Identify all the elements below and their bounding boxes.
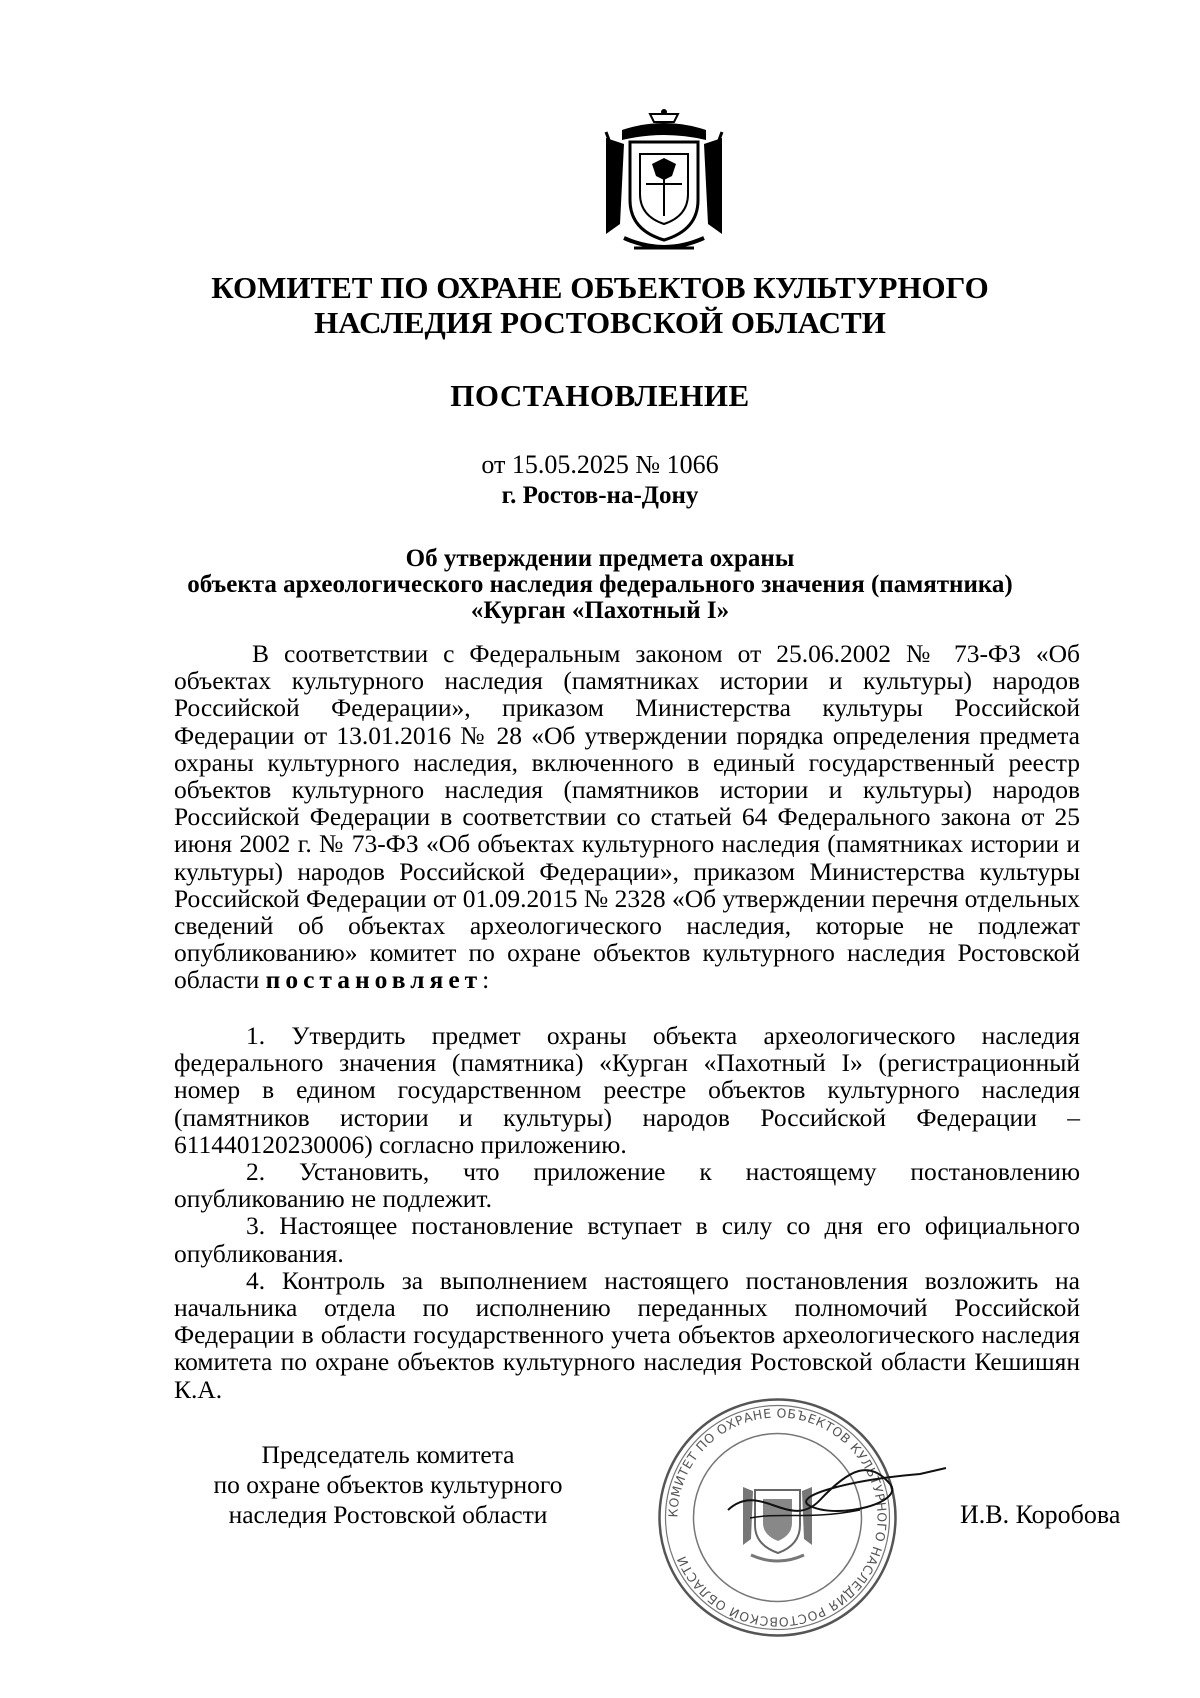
document-type: ПОСТАНОВЛЕНИЕ bbox=[450, 378, 750, 413]
title-line-2: объекта археологического наследия федерального значения (памятника) bbox=[187, 571, 1013, 598]
position-line-1: Председатель комитета bbox=[261, 1440, 515, 1469]
resolution-item-4: 4. Контроль за выполнением настоящего постановления возложить на начальника отдела по исполнению переданных полномочий Российской Федерации в области государственного учета объектов археологического наследия комитета по охране объектов культурного наследия Ростовской области Кешишян К.А. bbox=[174, 1265, 1080, 1404]
resolution-items bbox=[174, 1022, 1080, 1403]
title-line-3: «Курган «Пахотный I» bbox=[470, 597, 730, 624]
handwritten-signature-icon bbox=[720, 1440, 950, 1550]
signatory-name: И.В. Коробова bbox=[960, 1500, 1121, 1529]
date-number-line: от 15.05.2025 № 1066 bbox=[481, 450, 719, 479]
signatory-position bbox=[178, 1440, 598, 1530]
preamble-end: : bbox=[482, 965, 490, 995]
title-line-1: Об утверждении предмета охраны bbox=[405, 545, 795, 572]
resolution-item-3: 3. Настоящее постановление вступает в силу со дня его официального опубликования. bbox=[174, 1211, 1080, 1268]
agency-name bbox=[0, 270, 1200, 340]
seal-text: КОМИТЕТ ПО ОХРАНЕ ОБЪЕКТОВ КУЛЬТУРНОГО НАСЛЕДИЯ РОСТОВСКОЙ ОБЛАСТИ bbox=[665, 1405, 890, 1630]
city-line: г. Ростов-на-Дону bbox=[501, 482, 699, 509]
preamble-verb: постановляет bbox=[265, 965, 483, 995]
resolution-item-2: 2. Установить, что приложение к настоящему постановлению опубликованию не подлежит. bbox=[174, 1157, 1080, 1214]
agency-line-2: НАСЛЕДИЯ РОСТОВСКОЙ ОБЛАСТИ bbox=[314, 305, 886, 340]
preamble-paragraph bbox=[174, 640, 1080, 994]
position-line-2: по охране объектов культурного bbox=[213, 1470, 563, 1499]
agency-line-1: КОМИТЕТ ПО ОХРАНЕ ОБЪЕКТОВ КУЛЬТУРНОГО bbox=[211, 270, 989, 305]
document-title bbox=[0, 546, 1200, 624]
coat-of-arms-icon bbox=[600, 108, 728, 258]
position-line-3: наследия Ростовской области bbox=[228, 1500, 548, 1529]
resolution-item-1: 1. Утвердить предмет охраны объекта археологического наследия федерального значения (памятника) «Курган «Пахотный I» (регистрационный номер в едином государственном реестре объектов культурного наследия (памятников истории и культуры) народов Российской Федерации – 611440120230006) согласно приложению. bbox=[174, 1021, 1080, 1159]
preamble-text: В соответствии с Федеральным законом от 25.06.2002 № 73-ФЗ «Об объектах культурного наследия (памятниках истории и культуры) народов Российской Федерации», приказом Министерства культуры Российской Федерации от 13.01.2016 № 28 «Об утверждении порядка определения предмета охраны культурного наследия, включенного в единый государственный реестр объектов культурного наследия (памятников истории и культуры) народов Российской Федерации в соответствии со статьей 64 Федерального закона от 25 июня 2002 г. № 73-ФЗ «Об объектах культурного наследия (памятниках истории и культуры) народов Российской Федерации», приказом Министерства культуры Российской Федерации от 01.09.2015 № 2328 «Об утверждении перечня отдельных сведений об объектах археологического наследия, которые не подлежат опубликованию» комитет по охране объектов культурного наследия Ростовской области bbox=[174, 639, 1080, 995]
